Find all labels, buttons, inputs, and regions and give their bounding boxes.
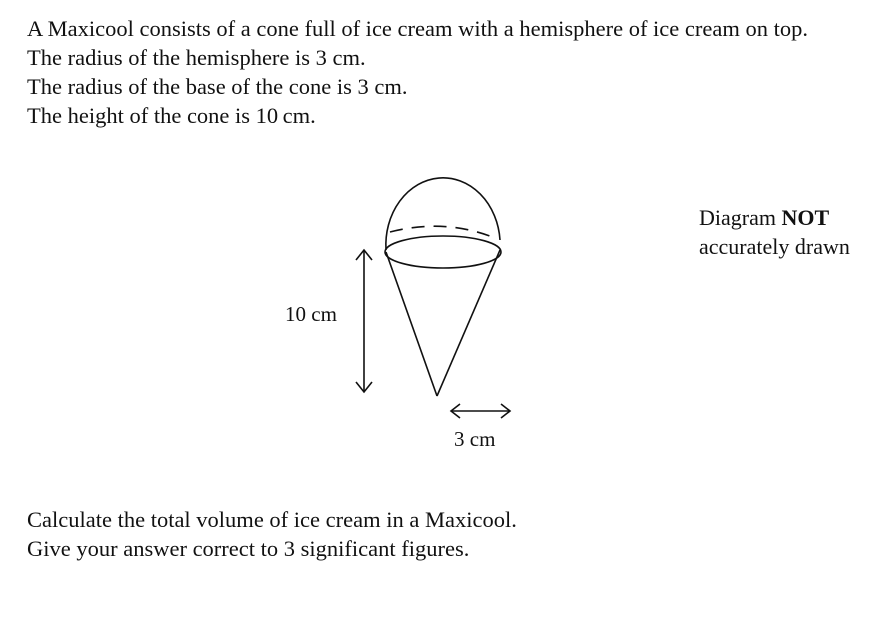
note-prefix: Diagram [699,205,782,230]
height-label: 10 cm [285,302,337,326]
radius-arrow [451,404,510,418]
height-arrow [356,250,372,392]
question-line-1: Calculate the total volume of ice cream in a Maxicool. [27,507,517,532]
question-line-2: Give your answer correct to 3 significant figures. [27,536,470,561]
radius-label: 3 cm [454,427,496,451]
note-line-2: accurately drawn [699,234,850,259]
question-text [27,505,517,563]
diagram-note [699,203,850,261]
hemisphere-outline [386,178,500,250]
cone-base-ellipse [385,236,501,268]
statement-line-3: The radius of the base of the cone is 3 cm. [27,74,408,99]
note-line-1 [699,203,850,232]
statement-line-4: The height of the cone is 10 cm. [27,103,316,128]
statement-line-1: A Maxicool consists of a cone full of ice cream with a hemisphere of ice cream on top. [27,16,808,41]
note-emphasis: NOT [781,205,830,230]
cone-left-side [386,252,437,396]
statement-line-2: The radius of the hemisphere is 3 cm. [27,45,366,70]
cone-right-side [437,250,500,396]
